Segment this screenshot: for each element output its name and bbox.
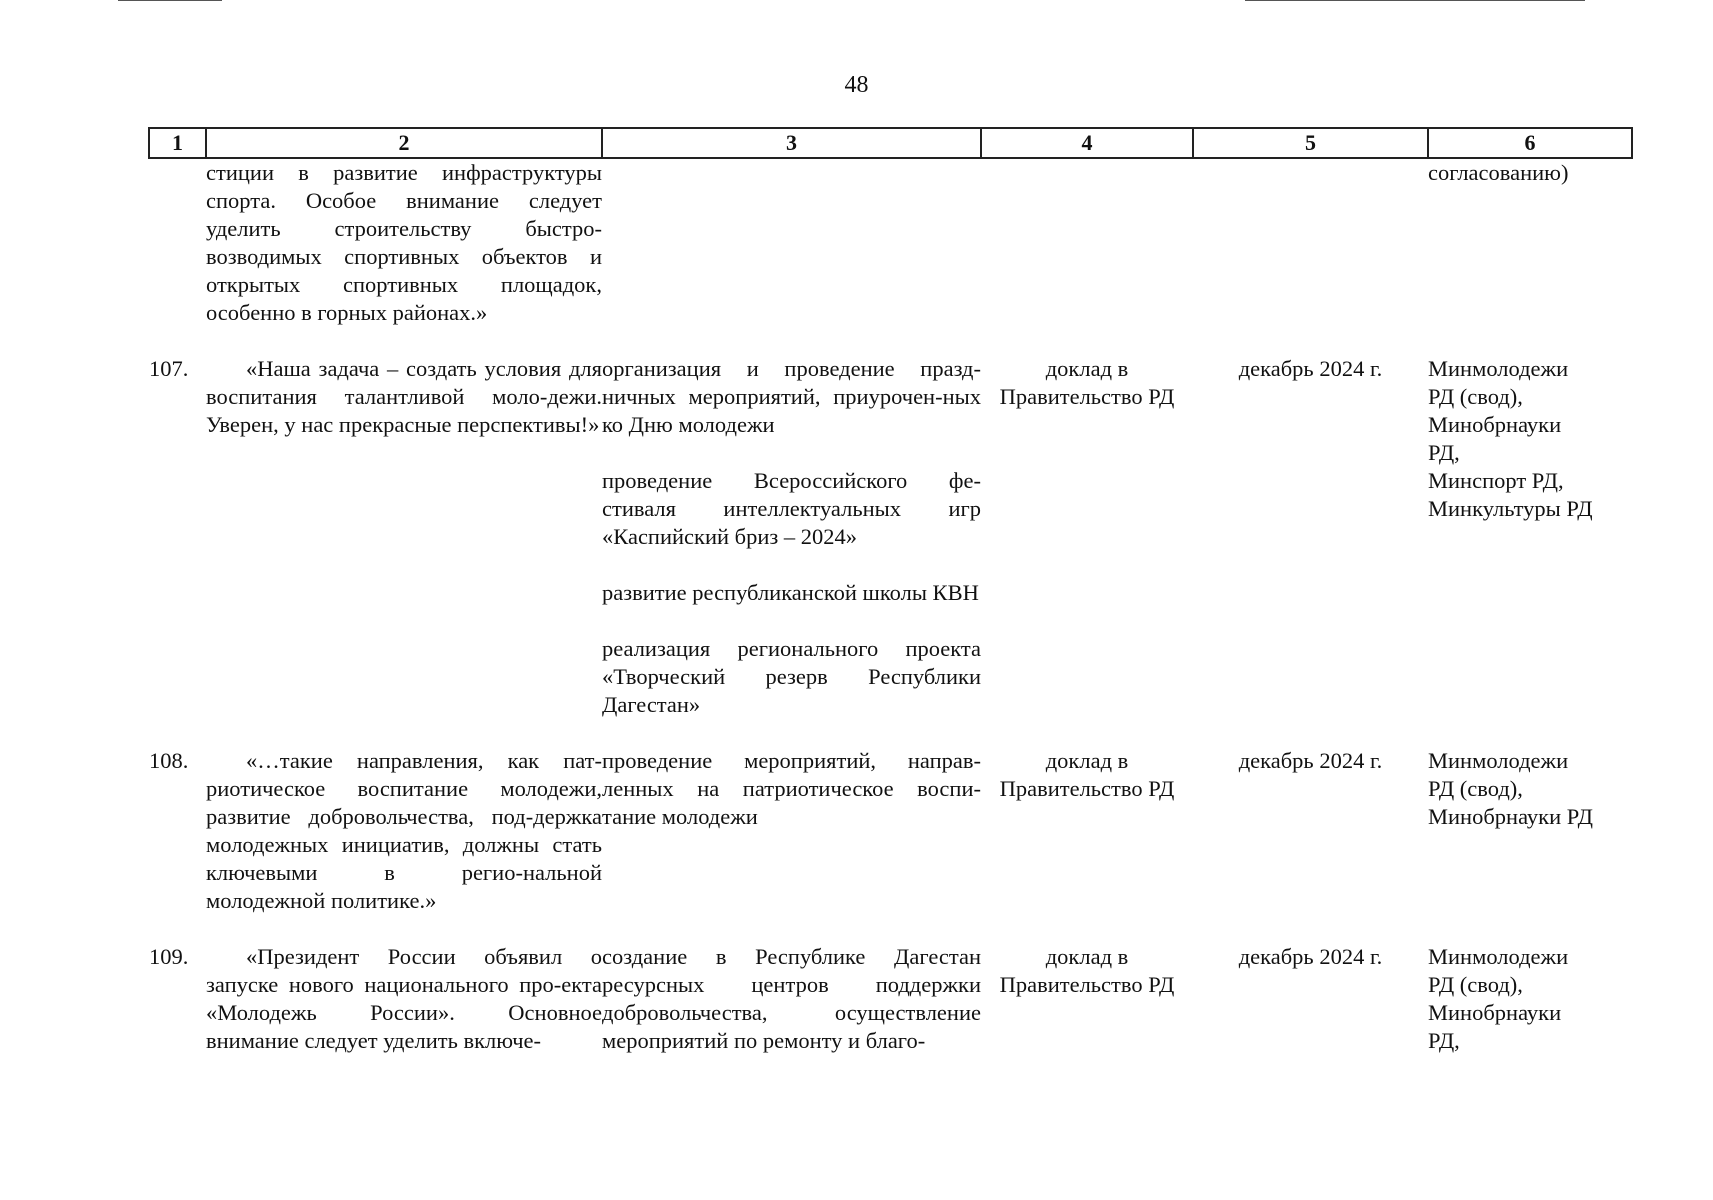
- table-row: [149, 747, 1632, 915]
- table-header-row: [149, 128, 1632, 158]
- row-quote: «…такие направления, как пат-риотическое воспитание молодежи, развитие добровольчества, под-держка молодежных инициатив, должны стать ключевыми в регио-нальной молодежной политике.»: [206, 748, 602, 913]
- row-report-form: доклад в Правительство РД: [999, 748, 1175, 801]
- row-quote: «Президент России объявил о запуске нового национального про-екта «Молодежь России». Основное внимание следует уделить включе-: [206, 944, 602, 1053]
- row-measures: [602, 943, 981, 1055]
- row-quote: «Наша задача – создать условия для воспитания талантливой моло-дежи. Уверен, у нас прекрасные перспективы!»: [206, 356, 602, 437]
- row-report-form: доклад в Правительство РД: [999, 356, 1175, 409]
- page-number: 48: [844, 72, 869, 98]
- measure-item: создание в Республике Дагестан ресурсных центров поддержки добровольчества, осуществление мероприятий по ремонту и благо-: [602, 944, 981, 1053]
- plan-table: [148, 127, 1633, 1055]
- row-executors: Минмолодежи РД (свод), Минобрнауки РД,: [1428, 944, 1569, 1053]
- row-measures: [602, 747, 981, 915]
- row-deadline: декабрь 2024 г.: [1238, 748, 1383, 773]
- measure-item: проведение Всероссийского фе-стиваля интеллектуальных игр «Каспийский бриз – 2024»: [602, 468, 981, 549]
- table-row-continuation: [149, 158, 1632, 327]
- row-measures: [602, 355, 981, 719]
- measure-item: реализация регионального проекта «Творческий резерв Республики Дагестан»: [602, 636, 981, 717]
- row-number: 109.: [149, 944, 189, 969]
- top-edge-rule-right: [1245, 0, 1585, 1]
- continuation-quote: стиции в развитие инфраструктуры спорта. Особое внимание следует уделить строительству быстро- возводимых спортивных объектов и открытых спортивных площадок, особенно в горных районах.»: [206, 160, 602, 325]
- row-executors: Минмолодежи РД (свод), Минобрнауки РД: [1428, 748, 1593, 829]
- col-header-2: 2: [206, 128, 602, 158]
- row-number: 107.: [149, 356, 189, 381]
- col-header-1: 1: [149, 128, 206, 158]
- row-executors: Минмолодежи РД (свод), Минобрнауки РД, Минспорт РД, Минкультуры РД: [1428, 356, 1593, 521]
- table-row: [149, 355, 1632, 719]
- top-edge-rule-left: [118, 0, 222, 1]
- row-number: 108.: [149, 748, 189, 773]
- col-header-6: 6: [1428, 128, 1632, 158]
- continuation-executor: согласованию): [1428, 160, 1569, 185]
- col-header-4: 4: [981, 128, 1193, 158]
- row-deadline: декабрь 2024 г.: [1238, 356, 1383, 381]
- row-deadline: декабрь 2024 г.: [1238, 944, 1383, 969]
- measure-item: проведение мероприятий, направ-ленных на патриотическое воспи-тание молодежи: [602, 748, 981, 829]
- col-header-3: 3: [602, 128, 981, 158]
- measure-item: организация и проведение празд-ничных мероприятий, приурочен-ных ко Дню молодежи: [602, 356, 981, 437]
- col-header-5: 5: [1193, 128, 1428, 158]
- row-report-form: доклад в Правительство РД: [999, 944, 1175, 997]
- table-row: [149, 943, 1632, 1055]
- measure-item: развитие республиканской школы КВН: [602, 580, 979, 605]
